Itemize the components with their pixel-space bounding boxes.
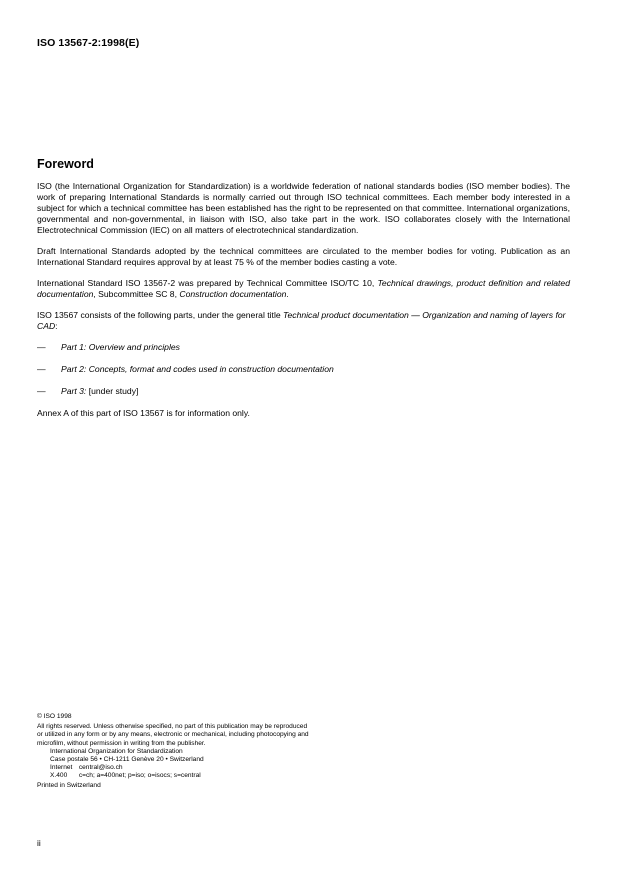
internet-line [37,764,397,772]
paragraph-3-text-e: . [286,289,289,299]
list-dash: — [37,364,46,374]
foreword-paragraph-5: Annex A of this part of ISO 13567 is for information only. [37,408,250,418]
paragraph-3-text-a: International Standard ISO 13567-2 was prepared by Technical Committee ISO/TC 10, [37,278,378,288]
part-list-item [37,342,570,353]
paragraph-4-text-a: ISO 13567 consists of the following parts, under the general title [37,310,284,320]
part-title: Part 1: Overview and principles [61,342,180,352]
committee-title: Technical drawings, product definition and related documentation [37,278,570,299]
general-title: Technical product documentation — Organization and naming of layers for CAD [37,310,566,331]
x400-line [37,772,397,780]
rights-line: microfilm, without permission in writing from the publisher. [37,739,206,747]
internet-email: central@iso.ch [78,764,123,772]
rights-line: or utilized in any form or by any means, electronic or mechanical, including photocopying and [37,731,309,739]
rights-line: All rights reserved. Unless otherwise specified, no part of this publication may be reproduced [37,723,308,731]
paragraph-3-text-c: , Subcommittee SC 8, [93,289,180,299]
internet-label: Internet [50,764,73,772]
part-title: Part 2: Concepts, format and codes used in construction documentation [61,364,334,374]
subcommittee-title: Construction documentation [179,289,287,299]
page-number: ii [37,838,41,848]
part-suffix: [under study] [86,386,139,396]
list-dash: — [37,386,46,396]
foreword-paragraph-3 [37,278,570,300]
part-title: Part 3: [61,386,87,396]
printed-in: Printed in Switzerland [37,781,101,789]
organization-name: International Organization for Standardization [50,747,183,755]
foreword-heading: Foreword [37,157,94,171]
postal-address: Case postale 56 • CH-1211 Genève 20 • Switzerland [50,756,204,764]
copyright-line: © ISO 1998 [37,713,72,720]
paragraph-4-text-c: : [55,321,58,331]
foreword-paragraph-4 [37,310,570,332]
part-list-item [37,386,570,397]
foreword-paragraph-2: Draft International Standards adopted by the technical committees are circulated to the member bodies for voting. Publication as an International Standard requires approval by at least 75 % of the member bodies casting a vote. [37,246,570,267]
x400-address: c=ch; a=400net; p=iso; o=isocs; s=central [78,772,201,780]
foreword-paragraph-1: ISO (the International Organization for Standardization) is a worldwide federation of national standards bodies (ISO member bodies). The work of preparing International Standards is normally carried out through ISO technical committees. Each member body interested in a subject for which a technical committee has been established has the right to be represented on that committee. International organizations, governmental and non-governmental, in liaison with ISO, also take part in the work. ISO collaborates closely with the International Electrotechnical Commission (IEC) on all matters of electrotechnical standardization. [37,181,570,235]
document-id-header: ISO 13567-2:1998(E) [37,37,140,49]
copyright-block [37,713,397,790]
part-list-item [37,364,570,375]
foreword-body [37,181,570,429]
list-dash: — [37,342,46,352]
x400-label: X.400 [50,772,68,780]
